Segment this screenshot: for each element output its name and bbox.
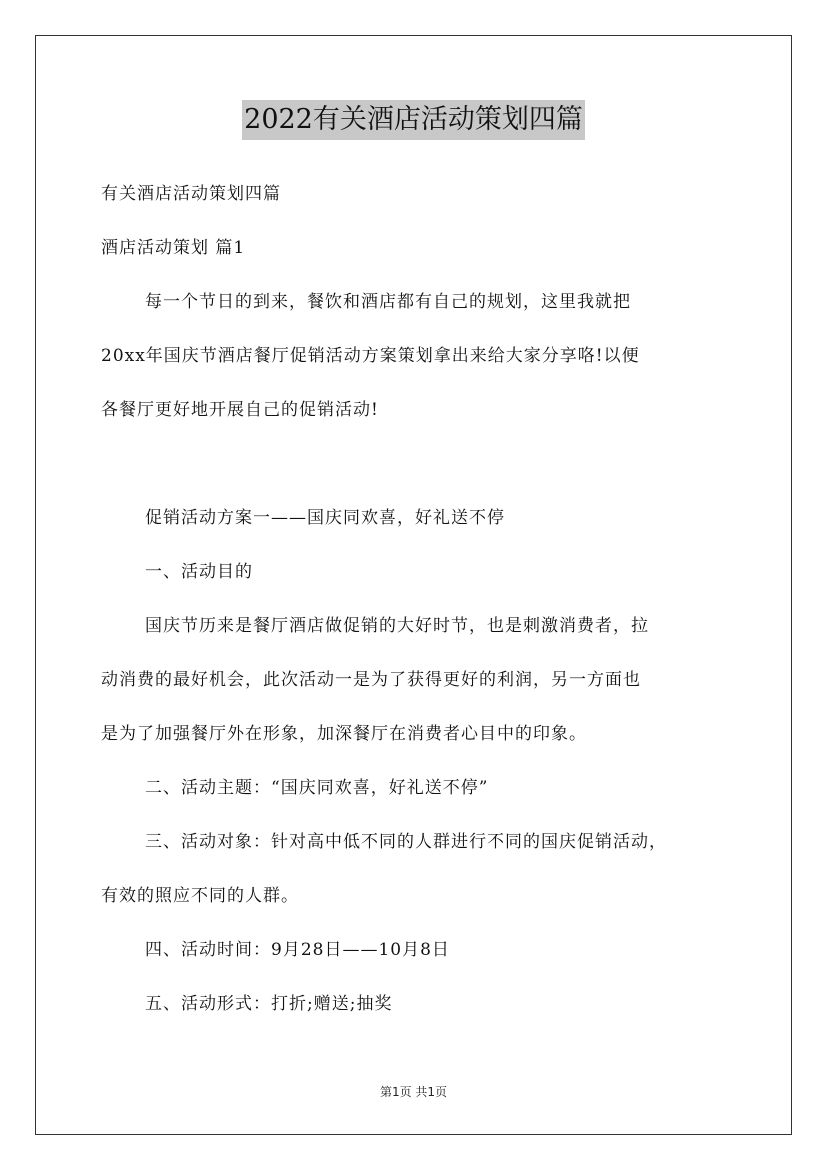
page-footer: 第1页 共1页 (379, 1085, 448, 1099)
document-title: 2022有关酒店活动策划四篇 (242, 100, 585, 140)
paragraph-1-line-2: 20xx年国庆节酒店餐厅促销活动方案策划拿出来给大家分享咯!以便 (101, 346, 640, 366)
item-4: 四、活动时间：9月28日——10月8日 (145, 940, 450, 960)
item-1-heading: 一、活动目的 (145, 562, 253, 582)
item-5: 五、活动形式：打折;赠送;抽奖 (145, 994, 393, 1014)
paragraph-1-line-3: 各餐厅更好地开展自己的促销活动! (101, 400, 379, 420)
paragraph-2-line-3: 是为了加强餐厅外在形象，加深餐厅在消费者心目中的印象。 (101, 724, 587, 744)
title-container (0, 100, 827, 140)
item-2: 二、活动主题：“国庆同欢喜，好礼送不停” (145, 778, 489, 798)
plan-title: 促销活动方案一——国庆同欢喜，好礼送不停 (145, 508, 505, 528)
item-3-line-2: 有效的照应不同的人群。 (101, 886, 299, 906)
paragraph-1-line-1: 每一个节日的到来，餐饮和酒店都有自己的规划，这里我就把 (145, 292, 631, 312)
item-3-line-1: 三、活动对象：针对高中低不同的人群进行不同的国庆促销活动， (145, 832, 667, 852)
section-heading: 酒店活动策划 篇1 (101, 238, 246, 258)
subtitle: 有关酒店活动策划四篇 (101, 184, 281, 204)
paragraph-2-line-2: 动消费的最好机会，此次活动一是为了获得更好的利润，另一方面也 (101, 670, 641, 690)
paragraph-2-line-1: 国庆节历来是餐厅酒店做促销的大好时节，也是刺激消费者，拉 (145, 616, 649, 636)
